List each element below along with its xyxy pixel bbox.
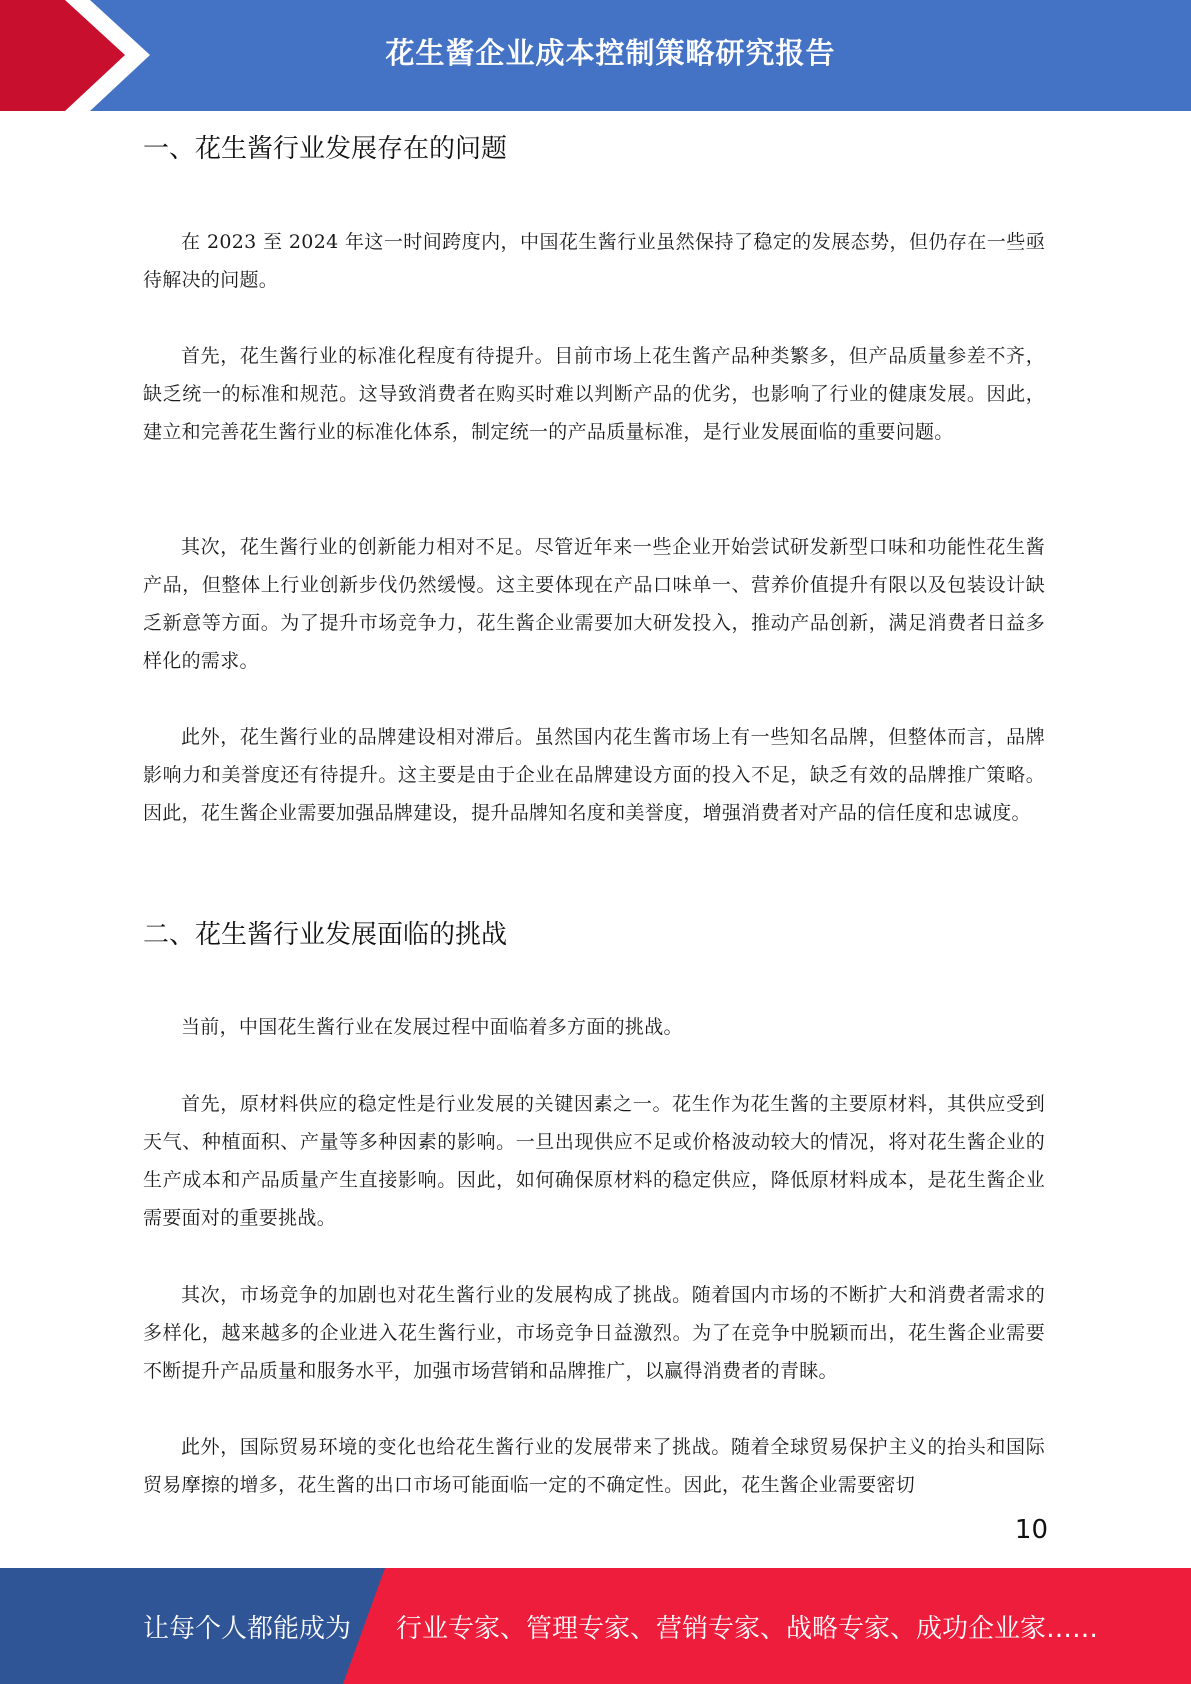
paragraph: 首先，原材料供应的稳定性是行业发展的关键因素之一。花生作为花生酱的主要原材料，其供应受到天气、种植面积、产量等多种因素的影响。一旦出现供应不足或价格波动较大的情况，将对花生酱企业的生产成本和产品质量产生直接影响。因此，如何确保原材料的稳定供应，降低原材料成本，是花生酱企业需要面对的重要挑战。 <box>143 1093 1045 1229</box>
footer-slogan-left: 让每个人都能成为 <box>143 1613 352 1644</box>
header-banner <box>0 0 1191 111</box>
paragraph: 当前，中国花生酱行业在发展过程中面临着多方面的挑战。 <box>181 1016 683 1038</box>
section-heading-challenges: 二、花生酱行业发展面临的挑战 <box>143 920 508 950</box>
report-title: 花生酱企业成本控制策略研究报告 <box>385 35 836 70</box>
footer-banner <box>0 1568 1191 1684</box>
section-heading-problems: 一、花生酱行业发展存在的问题 <box>143 134 508 164</box>
footer-slogan-right: 行业专家、管理专家、营销专家、战略专家、成功企业家…… <box>396 1613 1099 1644</box>
paragraph: 此外，花生酱行业的品牌建设相对滞后。虽然国内花生酱市场上有一些知名品牌，但整体而言，品牌影响力和美誉度还有待提升。这主要是由于企业在品牌建设方面的投入不足，缺乏有效的品牌推广策略。因此，花生酱企业需要加强品牌建设，提升品牌知名度和美誉度，增强消费者对产品的信任度和忠诚度。 <box>143 726 1045 824</box>
page-number: 10 <box>1014 1515 1048 1545</box>
paragraph: 其次，市场竞争的加剧也对花生酱行业的发展构成了挑战。随着国内市场的不断扩大和消费者需求的多样化，越来越多的企业进入花生酱行业，市场竞争日益激烈。为了在竞争中脱颖而出，花生酱企业需要不断提升产品质量和服务水平，加强市场营销和品牌推广，以赢得消费者的青睐。 <box>143 1284 1045 1382</box>
paragraph: 此外，国际贸易环境的变化也给花生酱行业的发展带来了挑战。随着全球贸易保护主义的抬头和国际贸易摩擦的增多，花生酱的出口市场可能面临一定的不确定性。因此，花生酱企业需要密切 <box>143 1436 1045 1496</box>
paragraph: 首先，花生酱行业的标准化程度有待提升。目前市场上花生酱产品种类繁多，但产品质量参差不齐，缺乏统一的标准和规范。这导致消费者在购买时难以判断产品的优劣，也影响了行业的健康发展。因此，建立和完善花生酱行业的标准化体系，制定统一的产品质量标准，是行业发展面临的重要问题。 <box>143 345 1045 443</box>
paragraph: 在 2023 至 2024 年这一时间跨度内，中国花生酱行业虽然保持了稳定的发展态势，但仍存在一些亟待解决的问题。 <box>143 231 1045 291</box>
paragraph: 其次，花生酱行业的创新能力相对不足。尽管近年来一些企业开始尝试研发新型口味和功能性花生酱产品，但整体上行业创新步伐仍然缓慢。这主要体现在产品口味单一、营养价值提升有限以及包装设计缺乏新意等方面。为了提升市场竞争力，花生酱企业需要加大研发投入，推动产品创新，满足消费者日益多样化的需求。 <box>143 536 1045 672</box>
